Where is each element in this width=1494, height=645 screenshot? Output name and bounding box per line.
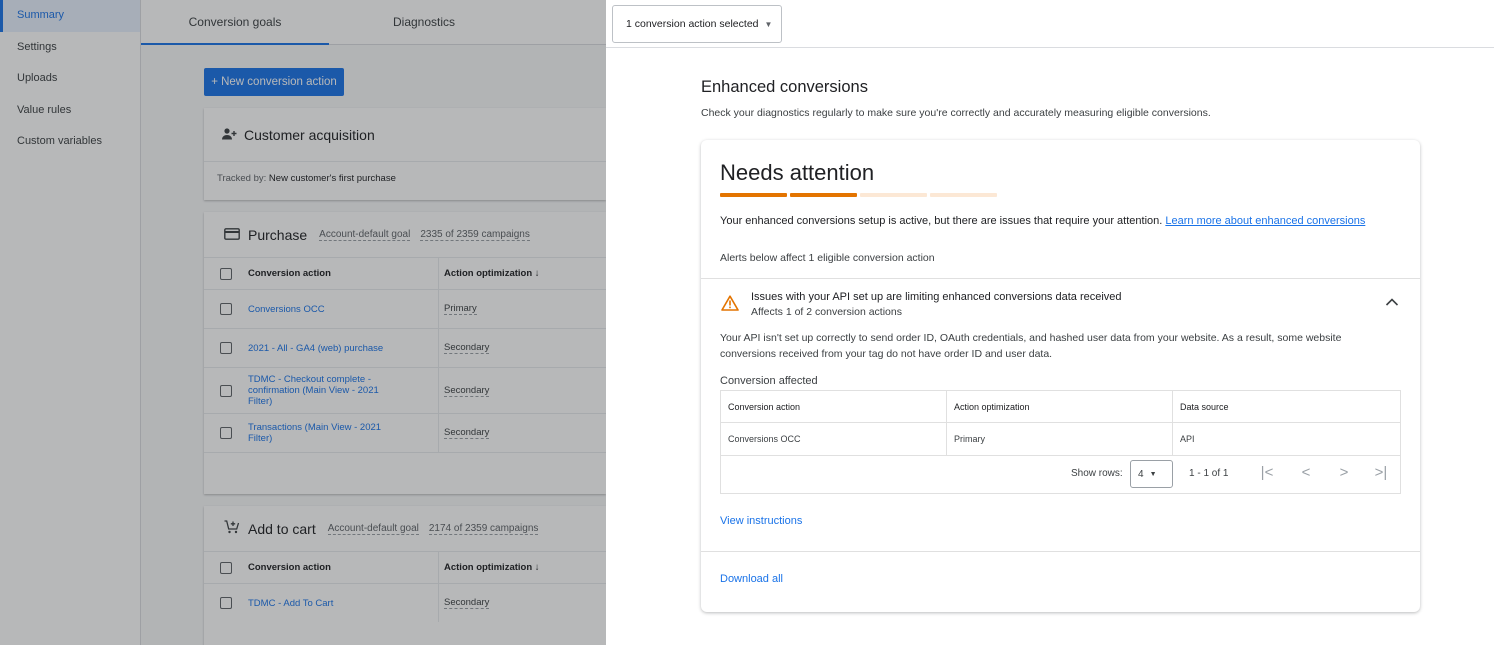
rows-per-page-select[interactable] <box>1130 460 1173 488</box>
last-page-icon[interactable]: >| <box>1374 464 1388 481</box>
credit-card-icon <box>224 227 248 243</box>
column-header-data-source: Data source <box>1173 391 1401 423</box>
action-optimization-cell <box>438 584 489 622</box>
conversion-action-link[interactable]: Conversions OCC <box>248 303 325 315</box>
sidebar-item-value-rules[interactable]: Value rules <box>17 103 72 116</box>
conversion-action-selector[interactable] <box>612 5 782 43</box>
add-to-cart-goal-header <box>204 506 606 551</box>
next-page-icon[interactable]: > <box>1339 464 1349 481</box>
row-checkbox[interactable] <box>220 303 232 315</box>
goal-type-label[interactable]: Account-default goal <box>327 522 419 534</box>
table-pagination <box>720 455 1401 494</box>
table-header-row <box>204 551 606 583</box>
conversion-action-link[interactable]: TDMC - Checkout complete - confirmation (Main View - 2021 Filter) <box>248 374 379 407</box>
add-to-cart-goal-title: Add to cart <box>248 520 316 537</box>
diagnostics-side-panel <box>606 0 1494 645</box>
issue-title: Issues with your API set up are limiting enhanced conversions data received <box>751 291 1122 303</box>
goal-type-label[interactable]: Account-default goal <box>319 228 411 240</box>
column-header-action-optimization[interactable] <box>438 258 540 289</box>
data-source-cell: API <box>1173 423 1401 456</box>
table-header-row <box>721 391 1401 423</box>
affected-conversions-table <box>720 390 1401 456</box>
action-optimization-cell <box>438 414 489 452</box>
action-optimization-cell <box>438 368 489 413</box>
person-add-icon <box>222 127 244 143</box>
enhanced-conversions-description: Check your diagnostics regularly to make sure you're correctly and accurately measuring eligible conversions. <box>701 107 1211 119</box>
download-all-link[interactable]: Download all <box>720 573 783 585</box>
purchase-goal-header <box>204 212 606 257</box>
previous-page-icon[interactable]: < <box>1301 464 1311 481</box>
conversions-page <box>0 0 606 645</box>
tracked-by-label: Tracked by: <box>217 173 267 184</box>
column-header-conversion-action: Conversion action <box>721 391 947 423</box>
status-progress-bar <box>720 193 997 197</box>
row-checkbox[interactable] <box>220 597 232 609</box>
sort-arrow-icon: ↓ <box>534 268 540 279</box>
table-row <box>204 328 606 367</box>
row-checkbox[interactable] <box>220 385 232 397</box>
table-row <box>204 367 606 413</box>
rows-per-page-value: 4 <box>1138 468 1144 480</box>
column-header-action-optimization[interactable] <box>438 552 540 583</box>
conversion-action-link[interactable]: Transactions (Main View - 2021 Filter) <box>248 422 382 444</box>
add-to-cart-goal-card <box>204 506 606 645</box>
dropdown-arrow-icon: ▼ <box>1149 470 1157 478</box>
show-rows-label: Show rows: <box>1071 468 1123 479</box>
progress-segment <box>930 193 997 197</box>
column-header-conversion-action: Conversion action <box>248 268 331 279</box>
select-all-checkbox[interactable] <box>220 268 232 280</box>
learn-more-link[interactable]: Learn more about enhanced conversions <box>1165 215 1366 227</box>
warning-icon <box>721 295 739 311</box>
action-optimization-value[interactable]: Secondary <box>444 427 490 438</box>
table-row <box>721 423 1401 456</box>
action-optimization-value[interactable]: Secondary <box>444 342 490 353</box>
pagination-range: 1 - 1 of 1 <box>1189 468 1229 479</box>
conversion-action-cell: Conversions OCC <box>721 423 947 456</box>
sidebar-item-uploads[interactable]: Uploads <box>17 72 58 84</box>
campaigns-count[interactable]: 2174 of 2359 campaigns <box>428 522 539 534</box>
column-header-action-optimization-label: Action optimization <box>444 268 533 279</box>
status-message <box>720 213 1370 229</box>
action-optimization-cell: Primary <box>947 423 1173 456</box>
new-conversion-action-button[interactable]: + New conversion action <box>204 68 344 96</box>
issue-description: Your API isn't set up correctly to send order ID, OAuth credentials, and hashed user data from your website. As a result, some website conversions received from your tag do not have order ID and user data. <box>720 332 1342 360</box>
conversion-action-link[interactable]: TDMC - Add To Cart <box>248 597 334 609</box>
customer-acquisition-header[interactable] <box>204 108 606 162</box>
select-all-checkbox[interactable] <box>220 562 232 574</box>
campaigns-count[interactable]: 2335 of 2359 campaigns <box>420 228 530 240</box>
progress-segment <box>860 193 927 197</box>
sidebar-item-custom-variables[interactable]: Custom variables <box>17 135 102 147</box>
panel-top-bar <box>606 0 1494 48</box>
alerts-summary: Alerts below affect 1 eligible conversion action <box>720 252 935 264</box>
customer-acquisition-title: Customer acquisition <box>244 126 375 143</box>
action-optimization-value[interactable]: Secondary <box>444 384 490 396</box>
column-header-action-optimization: Action optimization <box>947 391 1173 423</box>
sidebar-item-summary[interactable]: Summary <box>0 0 140 32</box>
enhanced-conversions-title: Enhanced conversions <box>701 78 868 96</box>
divider <box>701 551 1420 552</box>
table-row <box>204 413 606 452</box>
tab-conversion-goals[interactable]: Conversion goals <box>141 0 329 45</box>
column-header-conversion-action: Conversion action <box>248 562 331 573</box>
first-page-icon[interactable]: |< <box>1260 464 1274 481</box>
customer-acquisition-card <box>204 108 606 200</box>
sidebar-item-settings[interactable]: Settings <box>17 40 57 53</box>
progress-segment <box>720 193 787 197</box>
tab-diagnostics[interactable]: Diagnostics <box>392 15 456 29</box>
add-shopping-cart-icon <box>224 520 248 537</box>
action-optimization-value[interactable]: Primary <box>444 303 477 314</box>
table-row <box>204 289 606 328</box>
conversion-affected-label: Conversion affected <box>720 375 818 387</box>
issue-subtitle: Affects 1 of 2 conversion actions <box>751 306 902 318</box>
sort-arrow-icon: ↓ <box>534 562 540 573</box>
view-instructions-link[interactable]: View instructions <box>720 515 803 527</box>
status-message-text: Your enhanced conversions setup is active, but there are issues that require your attention. <box>720 215 1163 227</box>
action-optimization-cell <box>438 329 489 367</box>
sidebar <box>0 0 141 645</box>
table-footer-row <box>204 452 606 494</box>
conversion-action-link[interactable]: 2021 - All - GA4 (web) purchase <box>248 342 384 354</box>
divider <box>701 278 1420 279</box>
row-checkbox[interactable] <box>220 342 232 354</box>
tracked-by-value: New customer's first purchase <box>268 173 396 184</box>
needs-attention-card <box>701 140 1420 612</box>
table-header-row <box>204 257 606 289</box>
chevron-up-icon[interactable] <box>1385 297 1399 307</box>
purchase-goal-title: Purchase <box>248 226 308 243</box>
tab-bar <box>141 0 606 45</box>
conversion-action-selector-label: 1 conversion action selected <box>626 18 759 30</box>
purchase-goal-card <box>204 212 606 494</box>
action-optimization-value[interactable]: Secondary <box>444 597 490 608</box>
column-header-action-optimization-label: Action optimization <box>444 562 533 573</box>
table-row <box>204 583 606 622</box>
row-checkbox[interactable] <box>220 427 232 439</box>
progress-segment <box>790 193 857 197</box>
dropdown-arrow-icon: ▼ <box>764 19 773 29</box>
tracked-by-text <box>204 162 606 184</box>
status-title: Needs attention <box>720 160 875 185</box>
action-optimization-cell <box>438 290 477 328</box>
